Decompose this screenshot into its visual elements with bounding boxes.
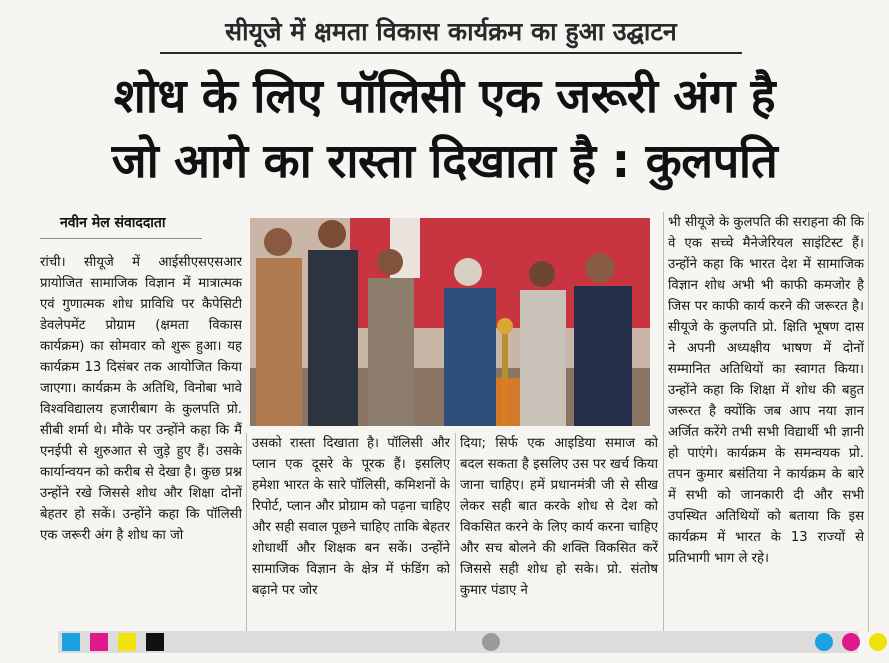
kicker-underline [160,52,742,54]
column-rule [246,433,247,631]
registration-dot-center [482,633,500,651]
headline-line-2: जो आगे का रास्ता दिखाता है : कुलपति [111,134,778,189]
print-margin-strip [58,631,858,653]
kicker-headline: सीयूजे में क्षमता विकास कार्यक्रम का हुआ उद्घाटन [225,17,677,46]
byline-rule [40,238,202,239]
byline: नवीन मेल संवाददाता [60,215,166,231]
column-rule [663,212,664,632]
registration-square-black [146,633,164,651]
registration-square-yellow [118,633,136,651]
article-column-mid-1: उसको रास्ता दिखाता है। पॉलिसी और प्लान एक दूसरे के पूरक हैं। इसलिए हमेशा भारत के सारे पॉलिसी, कमिशनों के रिपोर्ट, प्लान और प्रोग्राम को पढ़ना चाहिए और सही सवाल पूछने चाहिए ताकि बेहतर शोधार्थी और शिक्षक बन सकें। उन्होंने सामाजिक विज्ञान के क्षेत्र में फंडिंग को बढ़ाने पर जोर [252,436,450,598]
article-column-mid-2: दिया; सिर्फ एक आइडिया समाज को बदल सकता है इसलिए उस पर खर्च किया जाना चाहिए। हमें प्रधानमंत्री जी से सीख लेकर सही बात करके शोध से देश को विकसित करने के लिए कार्य करना चाहिए और सच बोलने की शक्ति विकसित करें जिससे सही शोध हो सके। प्रो. संतोष कुमार पंडाए ने [460,436,658,598]
registration-dot-yellow [869,633,887,651]
article-column-left: रांची। सीयूजे में आईसीएसएसआर प्रायोजित सामाजिक विज्ञान में मात्रात्मक एवं गुणात्मक शोध प्राविधि पर कैपेसिटी डेवलेपमेंट प्रोग्राम (क्षमता विकास कार्यक्रम) का सोमवार को शुरू हुआ। यह कार्यक्रम 13 दिसंबर तक आयोजित किया जाएगा। कार्यक्रम के अतिथि, विनोबा भावे विश्वविद्यालय हजारीबाग के कुलपति प्रो. सीबी शर्मा थे। मौके पर उन्होंने कहा कि मैं एनईपी से शुरुआत से जुड़े हुए हैं। उसके कार्यान्वयन को करीब से देखा है। कुछ प्रश्न उन्होंने रखे जिससे शोध और शिक्षा दोनों बेहतर हो सकें। उन्होंने कहा कि पॉलिसी एक जरूरी अंग है शोध का जो [40,255,242,543]
registration-square-cyan [62,633,80,651]
column-rule [455,433,456,631]
registration-dot-magenta [842,633,860,651]
news-photo [250,218,650,426]
column-rule [868,212,869,632]
headline-line-1: शोध के लिए पॉलिसी एक जरूरी अंग है [113,69,776,124]
registration-dot-cyan [815,633,833,651]
article-column-right: भी सीयूजे के कुलपति की सराहना की कि वे एक सच्चे मैनेजेरियल साइंटिस्ट हैं। उन्होंने कहा कि भारत देश में सामाजिक विज्ञान शोध अभी भी काफी कमजोर है जिस पर काफी कार्य करने की जरूरत है। सीयूजे के कुलपति प्रो. क्षिति भूषण दास ने अपनी अध्यक्षीय भाषण में दोनों सम्मानित अतिथियों का स्वागत किया। उन्होंने कहा कि शिक्षा में शोध की बहुत जरूरत है क्योंकि जब आप नया ज्ञान अर्जित करेंगे तभी सभी विद्यार्थी भी ज्ञानी हो पाएंगे। कार्यक्रम के समन्वयक प्रो. तपन कुमार बसंतिया ने कार्यक्रम के बारे में सभी को जानकारी दी और सभी उपस्थित अतिथियों को बताया कि इस कार्यक्रम में भारत के 13 राज्यों से प्रतिभागी भाग ले रहे। [668,215,864,566]
registration-square-magenta [90,633,108,651]
